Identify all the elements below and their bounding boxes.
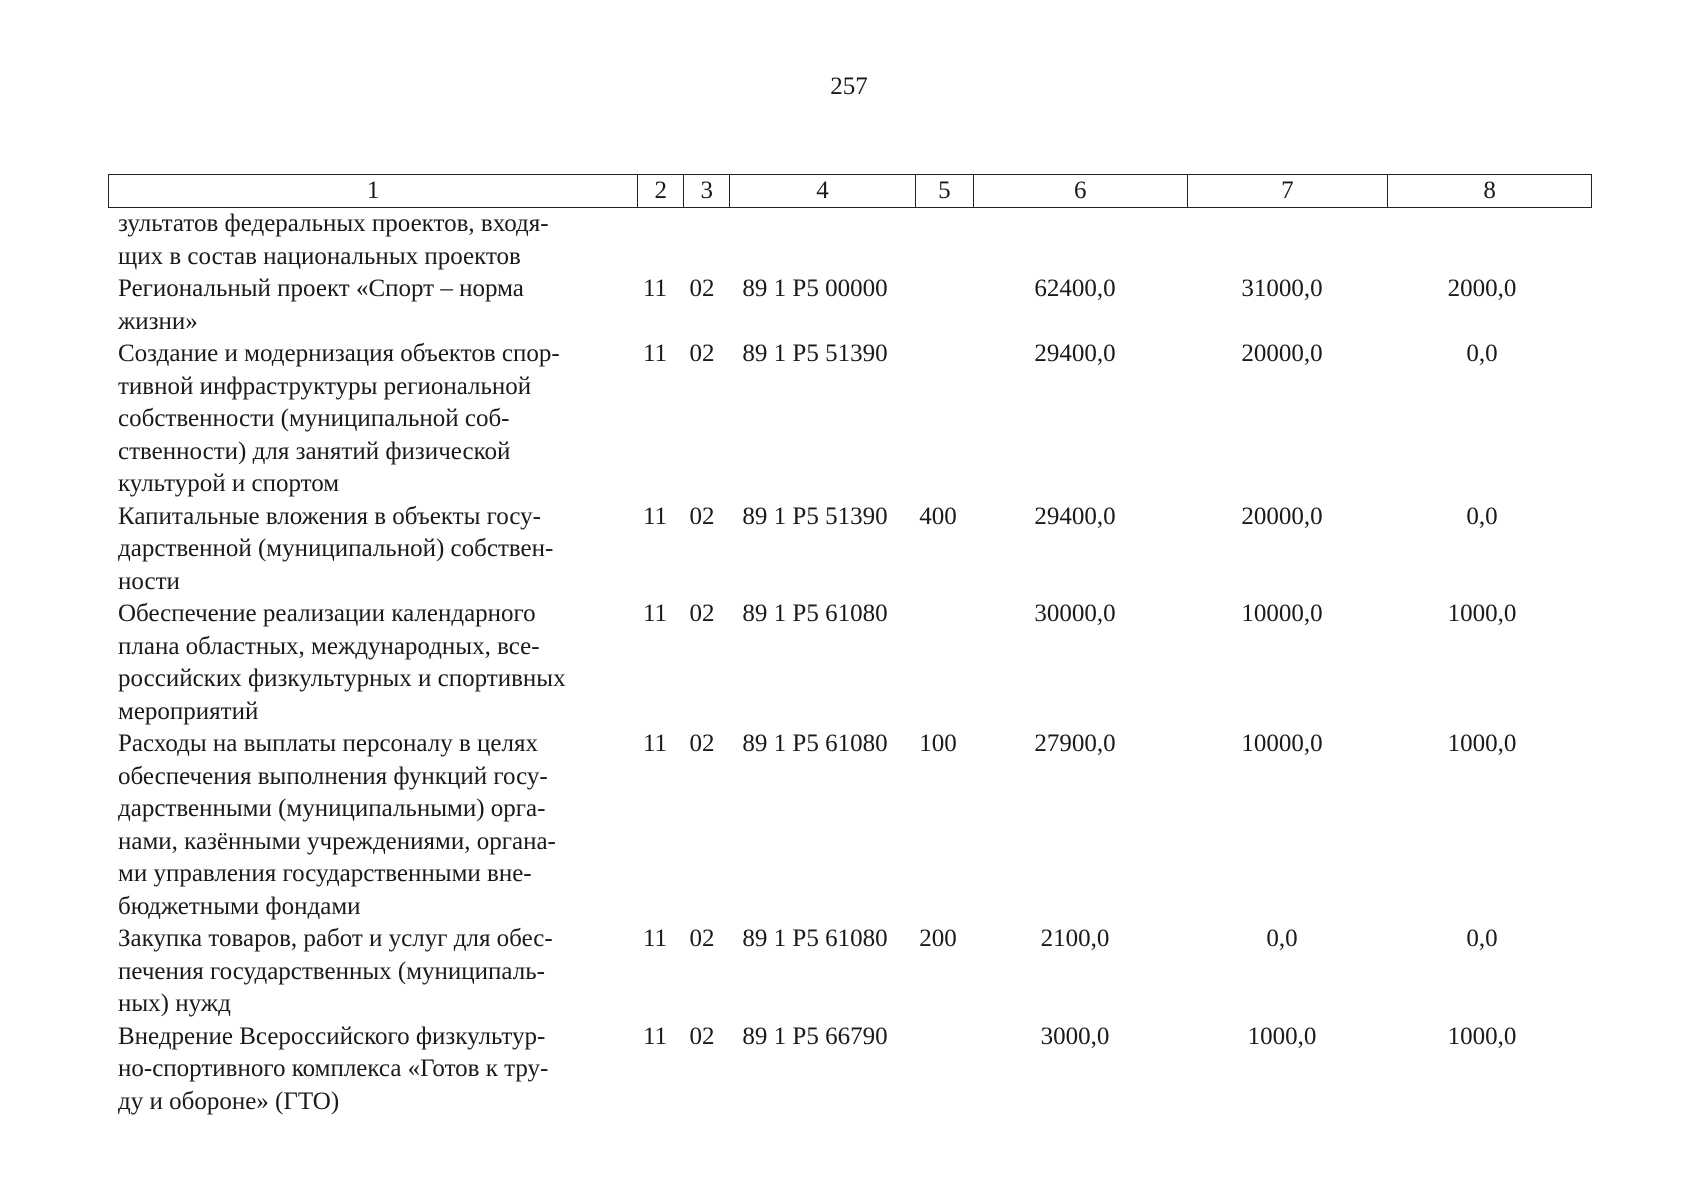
table-row	[108, 273, 1592, 338]
name-line: ственности) для занятий физической	[118, 437, 511, 465]
header-col-3: 3	[684, 175, 730, 207]
name-line: мероприятий	[118, 697, 259, 725]
name-line: ми управления государственными вне-	[118, 860, 532, 887]
name-line: дарственной (муниципальной) собствен-	[118, 535, 554, 562]
amount-col-6: 27900,0	[1034, 730, 1116, 757]
row-name	[108, 208, 628, 273]
header-col-4: 4	[730, 175, 916, 207]
amount-col-8: 1000,0	[1447, 1022, 1517, 1050]
subsection-code: 02	[689, 275, 715, 302]
expense-type-code: 400	[919, 502, 957, 530]
header-col-8: 8	[1483, 177, 1496, 204]
amount-col-6: 62400,0	[1034, 275, 1116, 302]
section-code: 11	[642, 1022, 668, 1050]
row-name	[108, 728, 628, 923]
section-code: 11	[642, 730, 668, 757]
subsection-code: 02	[689, 502, 715, 530]
header-col-6: 6	[974, 175, 1188, 207]
header-col-1: 1	[109, 175, 638, 207]
header-col-5: 5	[916, 175, 974, 207]
table-row	[108, 1021, 1592, 1119]
name-line: Региональный проект «Спорт – норма	[118, 275, 524, 302]
name-line: российских физкультурных и спортивных	[118, 665, 566, 692]
name-line: жизни»	[118, 307, 198, 335]
name-line: Капитальные вложения в объекты госу-	[118, 502, 541, 530]
target-article-code: 89 1 P5 61080	[742, 600, 888, 627]
name-line: плана областных, международных, все-	[118, 632, 540, 660]
name-line: печения государственных (муниципаль-	[118, 957, 545, 985]
row-name	[108, 1021, 628, 1119]
name-line: ности	[118, 567, 180, 595]
amount-col-6: 29400,0	[1034, 502, 1116, 530]
column-number-header	[108, 174, 1592, 208]
table-row	[108, 923, 1592, 1021]
amount-col-7: 20000,0	[1241, 502, 1323, 530]
amount-col-7: 31000,0	[1241, 275, 1323, 302]
amount-col-8: 1000,0	[1447, 600, 1517, 627]
subsection-code: 02	[689, 1022, 715, 1050]
section-code: 11	[642, 600, 668, 627]
section-code: 11	[642, 275, 668, 302]
header-col-7: 7	[1188, 175, 1389, 207]
name-line: ду и обороне» (ГТО)	[118, 1087, 340, 1115]
amount-col-8: 1000,0	[1447, 730, 1517, 757]
name-line: ных) нужд	[118, 990, 231, 1017]
expense-type-code: 100	[919, 730, 957, 757]
header-col-2: 2	[638, 175, 684, 207]
target-article-code: 89 1 P5 51390	[742, 340, 888, 367]
amount-col-6: 29400,0	[1034, 340, 1116, 367]
section-code: 11	[642, 502, 668, 530]
target-article-code: 89 1 P5 51390	[742, 502, 888, 530]
amount-col-7: 20000,0	[1241, 340, 1323, 367]
amount-col-8: 0,0	[1466, 925, 1498, 952]
table-row	[108, 501, 1592, 599]
table-row	[108, 208, 1592, 273]
amount-col-8: 2000,0	[1447, 275, 1517, 302]
row-name	[108, 501, 628, 599]
target-article-code: 89 1 P5 66790	[742, 1022, 888, 1050]
name-line: Расходы на выплаты персоналу в целях	[118, 730, 538, 757]
name-line: зультатов федеральных проектов, входя-	[118, 210, 549, 237]
name-line: Закупка товаров, работ и услуг для обес-	[118, 925, 553, 952]
name-line: культурой и спортом	[118, 470, 340, 497]
subsection-code: 02	[689, 340, 715, 367]
table-row	[108, 338, 1592, 501]
name-line: тивной инфраструктуры региональной	[118, 372, 532, 400]
subsection-code: 02	[689, 600, 715, 627]
name-line: Создание и модернизация объектов спор-	[118, 340, 560, 367]
name-line: Внедрение Всероссийского физкультур-	[118, 1022, 546, 1050]
name-line: но-спортивного комплекса «Готов к тру-	[118, 1055, 549, 1082]
amount-col-8: 0,0	[1466, 502, 1498, 530]
expense-type-code: 200	[919, 925, 957, 952]
target-article-code: 89 1 P5 61080	[742, 925, 888, 952]
row-name	[108, 273, 628, 338]
section-code: 11	[642, 340, 668, 367]
subsection-code: 02	[689, 730, 715, 757]
amount-col-7: 0,0	[1266, 925, 1298, 952]
amount-col-7: 1000,0	[1247, 1022, 1317, 1050]
name-line: собственности (муниципальной соб-	[118, 405, 510, 432]
row-name	[108, 598, 628, 728]
name-line: бюджетными фондами	[118, 892, 361, 920]
amount-col-6: 2100,0	[1040, 925, 1110, 952]
target-article-code: 89 1 P5 61080	[742, 730, 888, 757]
name-line: нами, казёнными учреждениями, органа-	[118, 827, 556, 855]
amount-col-6: 30000,0	[1034, 600, 1116, 627]
amount-col-7: 10000,0	[1241, 600, 1323, 627]
subsection-code: 02	[689, 925, 715, 952]
section-code: 11	[642, 925, 668, 952]
amount-col-6: 3000,0	[1040, 1022, 1110, 1050]
name-line: дарственными (муниципальными) орга-	[118, 795, 546, 822]
amount-col-8: 0,0	[1466, 340, 1498, 367]
page-number: 257	[830, 73, 868, 100]
amount-col-7: 10000,0	[1241, 730, 1323, 757]
name-line: Обеспечение реализации календарного	[118, 600, 536, 627]
budget-table-body	[108, 208, 1592, 1118]
row-name	[108, 923, 628, 1021]
name-line: обеспечения выполнения функций госу-	[118, 762, 548, 790]
name-line: щих в состав национальных проектов	[118, 242, 521, 270]
target-article-code: 89 1 P5 00000	[742, 275, 888, 302]
row-name	[108, 338, 628, 501]
table-row	[108, 598, 1592, 728]
table-row	[108, 728, 1592, 923]
